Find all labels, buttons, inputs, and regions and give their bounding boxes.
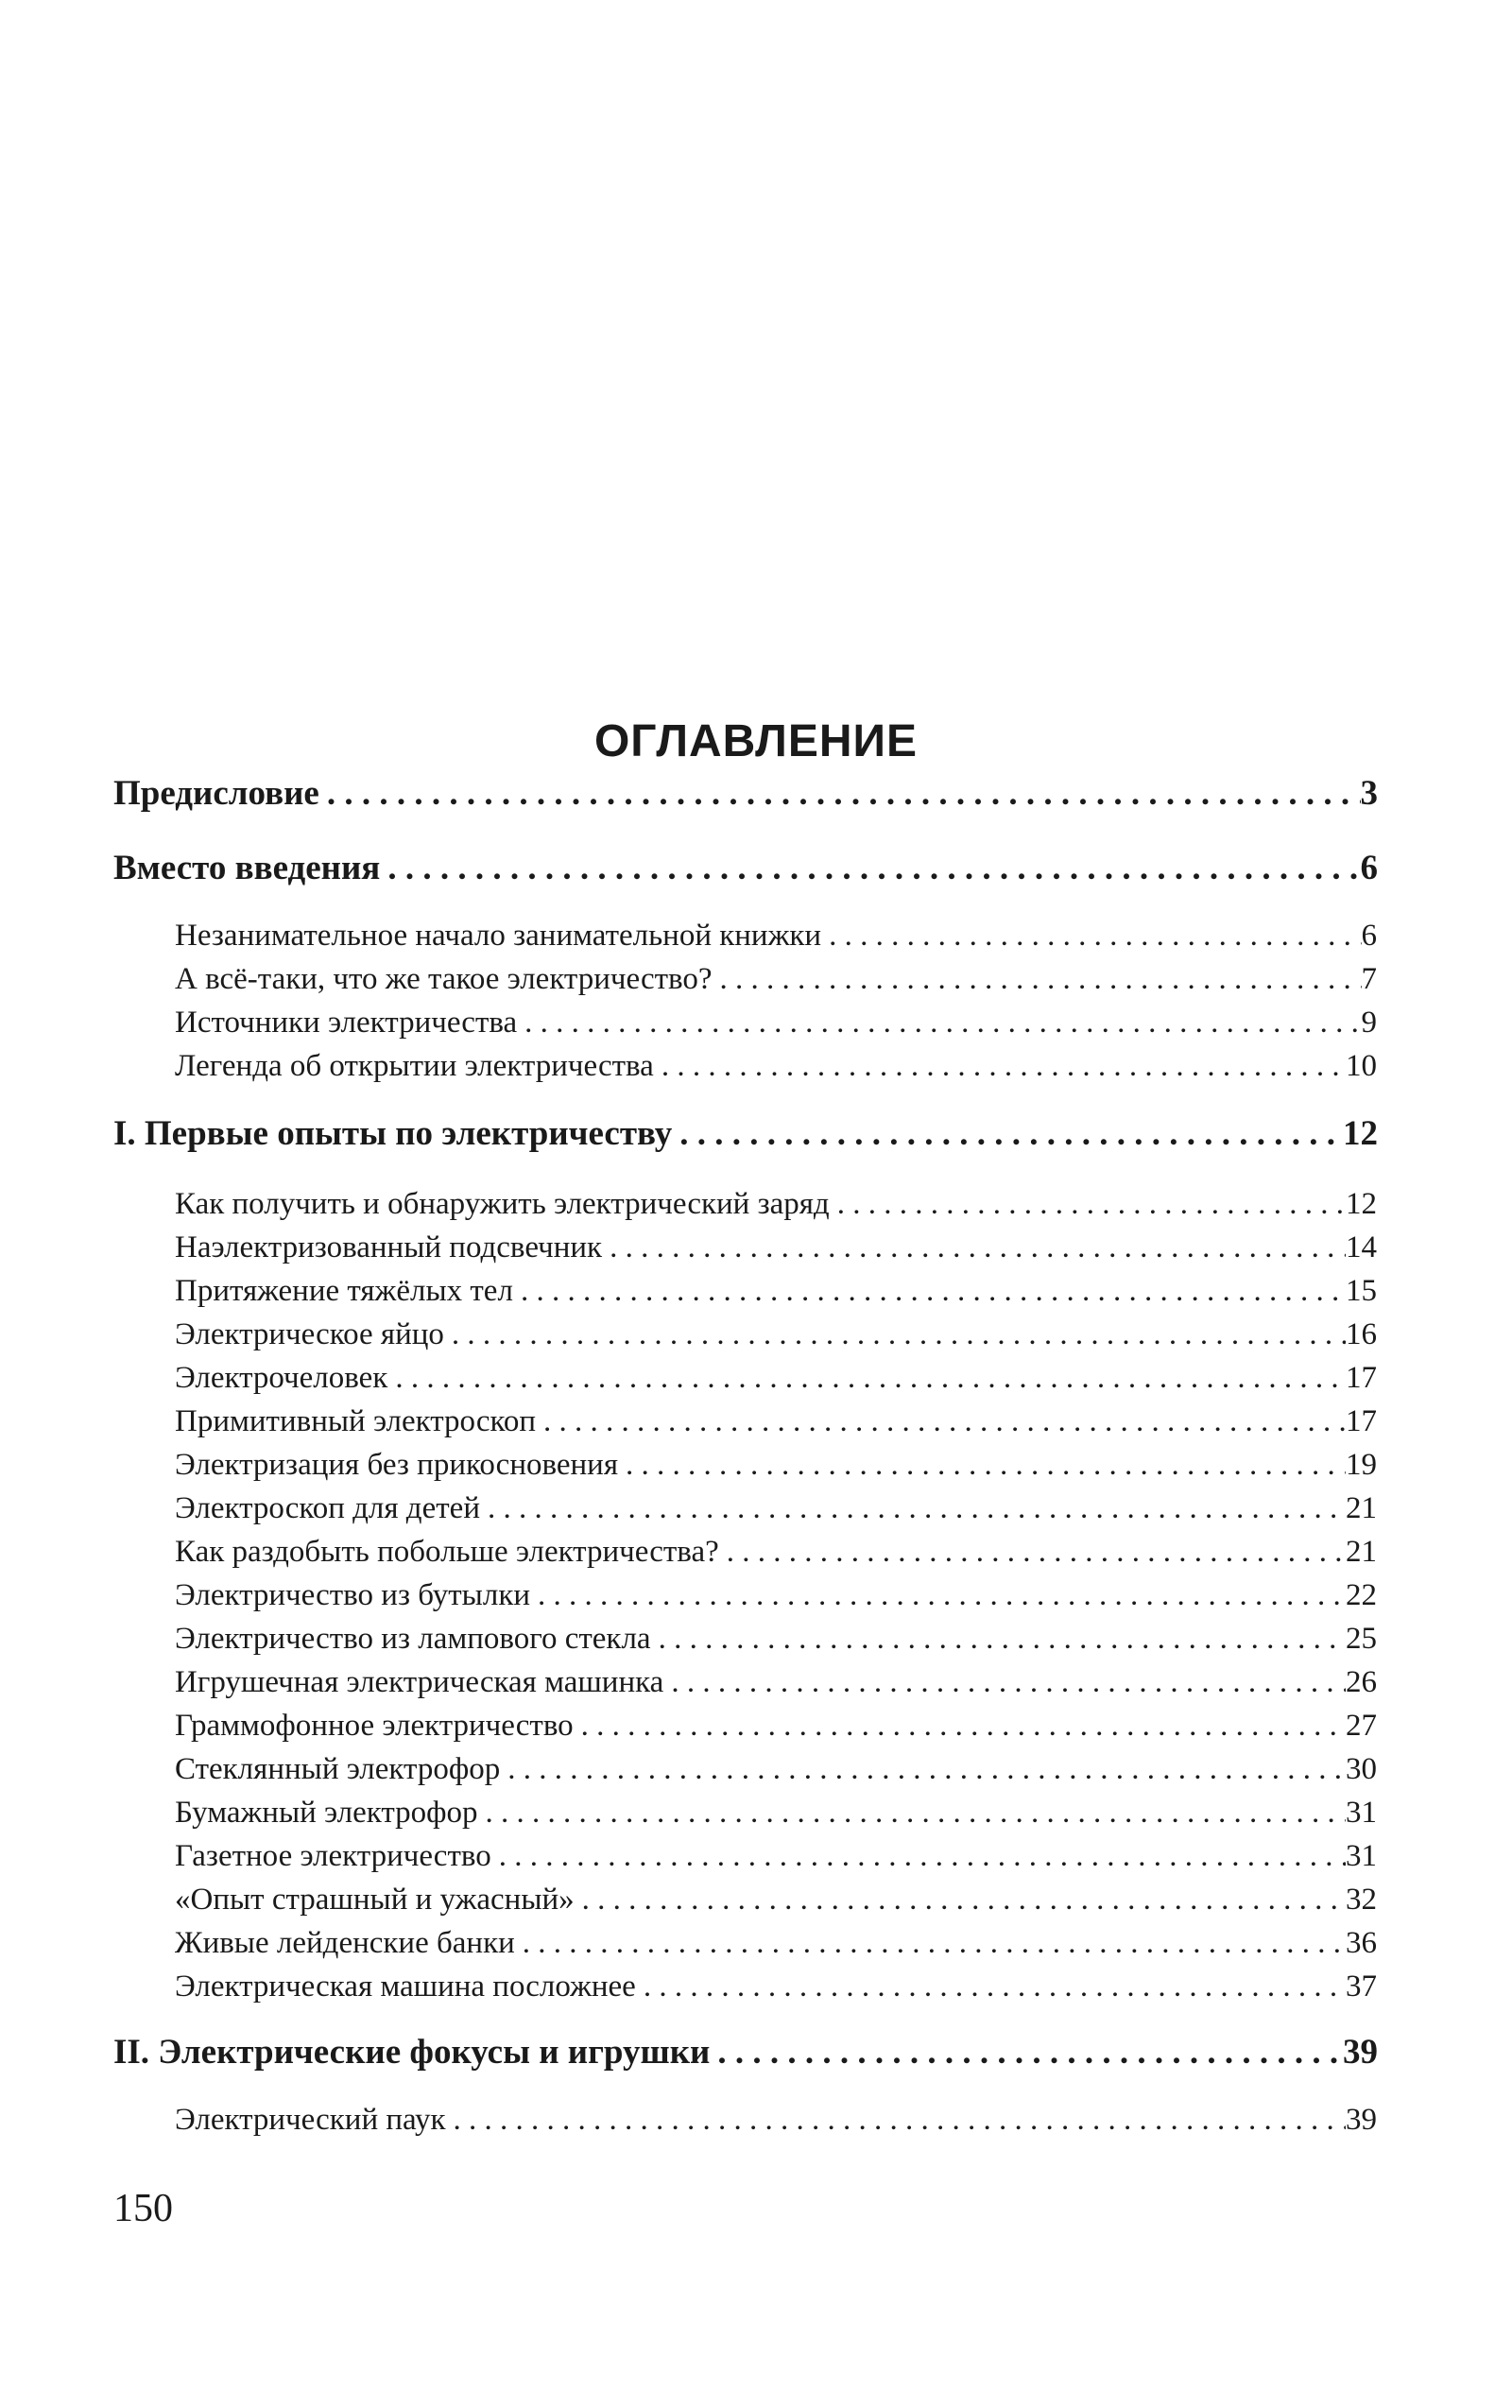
toc-entry-page: 25 <box>1346 1622 1377 1656</box>
toc-entry-title: Электрическая машина посложнее <box>175 1969 636 2004</box>
toc-entry-page: 31 <box>1346 1839 1377 1873</box>
toc-entry-page: 21 <box>1346 1535 1377 1569</box>
toc-entry[interactable] <box>113 2031 1378 2074</box>
leader-dots <box>618 1444 1346 1486</box>
toc-entry-title: Электрическое яйцо <box>175 1317 444 1351</box>
leader-dots <box>651 1618 1346 1660</box>
toc-entry-title: Примитивный электроскоп <box>175 1404 537 1438</box>
toc-entry-page: 22 <box>1346 1578 1377 1612</box>
toc-entry[interactable] <box>175 1618 1377 1660</box>
toc-entry[interactable] <box>175 1574 1377 1616</box>
leader-dots <box>710 2031 1343 2074</box>
toc-entry-page: 39 <box>1346 2103 1377 2137</box>
toc-entry[interactable] <box>175 1002 1377 1043</box>
toc-entry-page: 10 <box>1346 1049 1377 1083</box>
toc-entry-title: Вместо введения <box>113 849 381 887</box>
toc-entry-page: 39 <box>1343 2033 1378 2072</box>
toc-entry-page: 14 <box>1346 1230 1377 1264</box>
toc-entry-page: 17 <box>1346 1404 1377 1438</box>
toc-entry-title: Притяжение тяжёлых тел <box>175 1274 513 1308</box>
leader-dots <box>830 1183 1346 1225</box>
toc-entry-page: 32 <box>1346 1883 1377 1917</box>
toc-entry-title: Незанимательное начало занимательной книжки <box>175 919 822 953</box>
toc-entry-page: 6 <box>1361 919 1377 953</box>
toc-entry-page: 9 <box>1361 1006 1377 1040</box>
toc-entry-title: Граммофонное электричество <box>175 1709 574 1743</box>
leader-dots <box>672 1112 1343 1156</box>
toc-entry-title: А всё-таки, что же такое электричество? <box>175 962 713 996</box>
leader-dots <box>515 1922 1346 1964</box>
toc-entry[interactable] <box>175 1227 1377 1268</box>
toc-entry-page: 7 <box>1361 962 1377 996</box>
toc-entry[interactable] <box>175 1835 1377 1877</box>
toc-entry[interactable] <box>175 1444 1377 1486</box>
toc-entry-title: Наэлектризованный подсвечник <box>175 1230 603 1264</box>
toc-heading: ОГЛАВЛЕНИЕ <box>593 716 919 766</box>
toc-entry-title: II. Электрические фокусы и игрушки <box>113 2033 711 2072</box>
toc-entry-title: Бумажный электрофор <box>175 1796 478 1830</box>
leader-dots <box>513 1270 1346 1312</box>
toc-entry[interactable] <box>175 1792 1377 1833</box>
toc-entry-title: «Опыт страшный и ужасный» <box>175 1883 575 1917</box>
toc-entry-title: Предисловие <box>113 774 319 813</box>
leader-dots <box>719 1531 1346 1573</box>
toc-entry-page: 27 <box>1346 1709 1377 1743</box>
leader-dots <box>654 1045 1346 1087</box>
toc-entry-page: 31 <box>1346 1796 1377 1830</box>
toc-entry-title: Газетное электричество <box>175 1839 491 1873</box>
toc-entry-title: Электрический паук <box>175 2103 446 2137</box>
leader-dots <box>517 1002 1361 1043</box>
toc-entry[interactable] <box>175 1488 1377 1529</box>
leader-dots <box>480 1488 1346 1529</box>
toc-entry-page: 12 <box>1346 1187 1377 1221</box>
toc-entry[interactable] <box>175 1661 1377 1703</box>
toc-entry[interactable] <box>175 1270 1377 1312</box>
toc-entry[interactable] <box>175 1705 1377 1746</box>
toc-entry[interactable] <box>175 1922 1377 1964</box>
toc-entry-title: I. Первые опыты по электричеству <box>113 1114 673 1153</box>
leader-dots <box>491 1835 1346 1877</box>
leader-dots <box>500 1748 1346 1790</box>
toc-entry-title: Электричество из бутылки <box>175 1578 531 1612</box>
leader-dots <box>602 1227 1346 1268</box>
page-number: 150 <box>113 2187 173 2230</box>
leader-dots <box>821 915 1361 956</box>
toc-entry-title: Как раздобыть побольше электричества? <box>175 1535 719 1569</box>
toc-entry-title: Источники электричества <box>175 1006 518 1040</box>
toc-entry-title: Электрочеловек <box>175 1361 388 1395</box>
toc-entry[interactable] <box>113 1112 1378 1156</box>
toc-entry[interactable] <box>175 958 1377 1000</box>
toc-entry[interactable] <box>175 1879 1377 1920</box>
toc-entry[interactable] <box>175 1183 1377 1225</box>
toc-entry-title: Электроскоп для детей <box>175 1491 480 1525</box>
leader-dots <box>478 1792 1346 1833</box>
toc-entry-page: 37 <box>1346 1969 1377 2004</box>
toc-entry-page: 6 <box>1360 849 1378 887</box>
toc-entry[interactable] <box>175 1045 1377 1087</box>
toc-entry-page: 21 <box>1346 1491 1377 1525</box>
toc-entry[interactable] <box>175 1314 1377 1355</box>
toc-entry[interactable] <box>175 1401 1377 1442</box>
toc-entry-title: Как получить и обнаружить электрический заряд <box>175 1187 830 1221</box>
leader-dots <box>319 772 1361 816</box>
leader-dots <box>444 1314 1346 1355</box>
toc-entry-page: 16 <box>1346 1317 1377 1351</box>
toc-entry[interactable] <box>175 1357 1377 1399</box>
leader-dots <box>536 1401 1346 1442</box>
toc-entry-page: 36 <box>1346 1926 1377 1960</box>
leader-dots <box>575 1879 1346 1920</box>
leader-dots <box>636 1966 1346 2007</box>
toc-entry[interactable] <box>113 847 1378 890</box>
toc-entry-title: Живые лейденские банки <box>175 1926 515 1960</box>
toc-entry[interactable] <box>175 915 1377 956</box>
toc-entry-page: 17 <box>1346 1361 1377 1395</box>
toc-entry-page: 30 <box>1346 1752 1377 1786</box>
toc-entry-title: Игрушечная электрическая машинка <box>175 1665 664 1699</box>
leader-dots <box>713 958 1362 1000</box>
toc-entry-page: 12 <box>1343 1114 1378 1153</box>
leader-dots <box>663 1661 1346 1703</box>
toc-entry-page: 15 <box>1346 1274 1377 1308</box>
toc-entry-page: 19 <box>1346 1448 1377 1482</box>
toc-entry[interactable] <box>113 772 1378 816</box>
leader-dots <box>530 1574 1346 1616</box>
toc-entry-title: Легенда об открытии электричества <box>175 1049 654 1083</box>
toc-entry-page: 3 <box>1360 774 1378 813</box>
toc-entry[interactable] <box>175 1966 1377 2007</box>
leader-dots <box>387 1357 1346 1399</box>
toc-entry-title: Электризация без прикосновения <box>175 1448 619 1482</box>
toc-entry-title: Стеклянный электрофор <box>175 1752 501 1786</box>
leader-dots <box>380 847 1360 890</box>
toc-entry[interactable] <box>175 1748 1377 1790</box>
leader-dots <box>446 2099 1346 2141</box>
toc-entry[interactable] <box>175 2099 1377 2141</box>
toc-entry-page: 26 <box>1346 1665 1377 1699</box>
toc-entry[interactable] <box>175 1531 1377 1573</box>
toc-entry-title: Электричество из лампового стекла <box>175 1622 651 1656</box>
leader-dots <box>574 1705 1346 1746</box>
